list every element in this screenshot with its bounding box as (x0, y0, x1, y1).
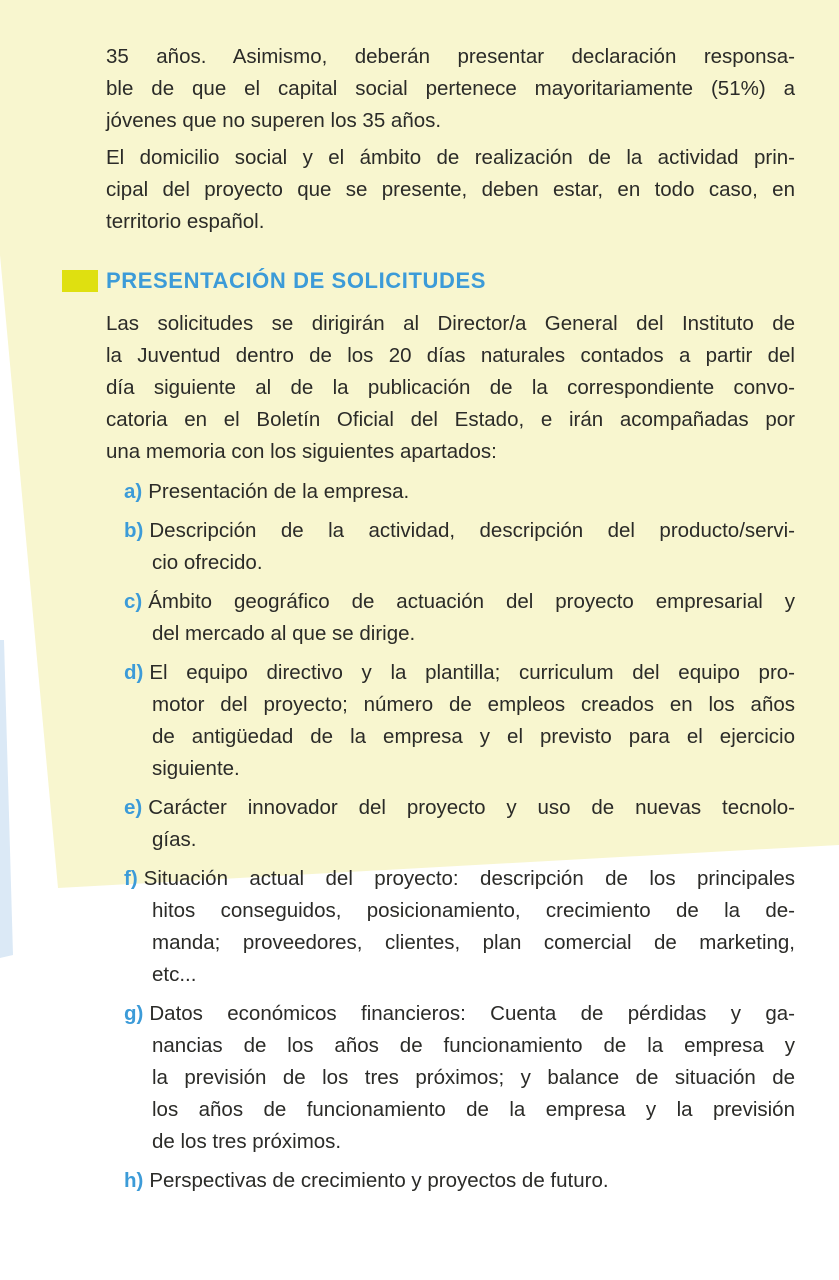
list-item (124, 586, 795, 650)
text-line: motor del proyecto; número de empleos creados en los años (152, 693, 795, 716)
text-line: jóvenes que no superen los 35 años. (106, 109, 442, 132)
text-line: los años de funcionamiento de la empresa y la previsión (152, 1098, 795, 1121)
list-item-label: h) (124, 1169, 144, 1192)
list-item (124, 863, 795, 991)
list-item (124, 657, 795, 785)
text-line: hitos conseguidos, posicionamiento, crecimiento de la de- (152, 899, 795, 922)
intro-text (106, 41, 795, 238)
text-line: b) Descripción de la actividad, descripción del producto/servi- (124, 519, 795, 542)
text-line: etc... (152, 963, 197, 986)
list-item-label: d) (124, 661, 144, 684)
heading-marker (62, 270, 98, 292)
text-line: manda; proveedores, clientes, plan comercial de marketing, (152, 931, 795, 954)
list-item (124, 515, 795, 579)
section-title: PRESENTACIÓN DE SOLICITUDES (106, 268, 487, 293)
text-line: Las solicitudes se dirigirán al Director/a General del Instituto de (106, 312, 795, 335)
list-item-label: b) (124, 519, 144, 542)
text-line: de antigüedad de la empresa y el previsto para el ejercicio (152, 725, 795, 748)
blue-strip (0, 640, 13, 958)
list-item (124, 476, 795, 508)
text-line: de los tres próximos. (152, 1130, 342, 1153)
text-line: cio ofrecido. (152, 551, 263, 574)
text-line: nancias de los años de funcionamiento de la empresa y (152, 1034, 795, 1057)
paragraph (106, 142, 795, 238)
text-line: f) Situación actual del proyecto: descripción de los principales (124, 867, 795, 890)
text-line: la Juventud dentro de los 20 días naturales contados a partir del (106, 344, 795, 367)
text-line: la previsión de los tres próximos; y balance de situación de (152, 1066, 795, 1089)
text-line: siguiente. (152, 757, 240, 780)
list-item-label: c) (124, 590, 143, 613)
section-paragraph (106, 308, 795, 468)
text-line: territorio español. (106, 210, 265, 233)
list-item-label: e) (124, 796, 143, 819)
text-line: catoria en el Boletín Oficial del Estado, e irán acompañadas por (106, 408, 795, 431)
list-item (124, 998, 795, 1158)
text-line: gías. (152, 828, 197, 851)
list-item-label: g) (124, 1002, 144, 1025)
list-item (124, 792, 795, 856)
requirements-list (124, 476, 795, 1204)
text-line: una memoria con los siguientes apartados: (106, 440, 497, 463)
text-line: cipal del proyecto que se presente, deben estar, en todo caso, en (106, 178, 795, 201)
list-item (124, 1165, 795, 1197)
paragraph (106, 41, 795, 137)
text-line: ble de que el capital social pertenece mayoritariamente (51%) a (106, 77, 795, 100)
text-line: 35 años. Asimismo, deberán presentar declaración responsa- (106, 45, 795, 68)
section-heading (62, 266, 486, 296)
text-line: c) Ámbito geográfico de actuación del proyecto empresarial y (124, 590, 795, 613)
text-line: h) Perspectivas de crecimiento y proyectos de futuro. (124, 1169, 609, 1192)
text-line: d) El equipo directivo y la plantilla; curriculum del equipo pro- (124, 661, 795, 684)
list-item-label: a) (124, 480, 143, 503)
text-line: a) Presentación de la empresa. (124, 480, 410, 503)
text-line: e) Carácter innovador del proyecto y uso de nuevas tecnolo- (124, 796, 795, 819)
text-line: del mercado al que se dirige. (152, 622, 416, 645)
list-item-label: f) (124, 867, 138, 890)
text-line: día siguiente al de la publicación de la correspondiente convo- (106, 376, 795, 399)
text-line: g) Datos económicos financieros: Cuenta de pérdidas y ga- (124, 1002, 795, 1025)
text-line: El domicilio social y el ámbito de realización de la actividad prin- (106, 146, 795, 169)
